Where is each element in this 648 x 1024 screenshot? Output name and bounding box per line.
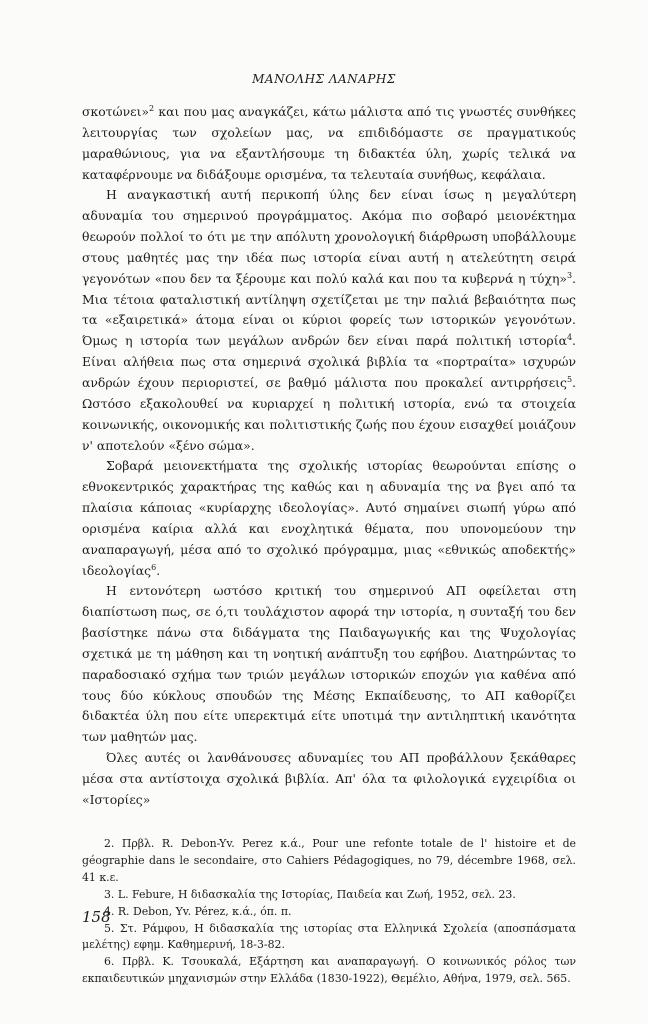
text-run: Σοβαρά μειονεκτήματα της σχολικής ιστορίας θεωρούνται επίσης ο εθνοκεντρικός χαρακτήρας της καθώς και η αδυναμία της να βγει από τα πλαίσια κάποιας «κυρίαρχης ιδεολογίας». Αυτό σημαίνει σιωπή γύρω από ορισμένα καίρια αλλά και ενοχλητικά θέματα, που υπονομεύουν την αναπαραγωγή, μέσα από το σχολικό πρόγραμμα, μιας «εθνικώς αποδεκτής» ιδεολογίας xyxy=(82,458,576,578)
footnotes xyxy=(82,836,576,988)
paragraph xyxy=(82,456,576,581)
text-run: Η εντονότερη ωστόσο κριτική του σημερινού ΑΠ οφείλεται στη διαπίστωση πως, σε ό,τι τουλάχιστον αφορά την ιστορία, η συνταξή του δεν βασίστηκε πάνω στα διδάγματα της Παιδαγωγικής και της Ψυχολογίας σχετικά με τη μάθηση και τη νοητική ανάπτυξη του εφήβου. Διατηρώντας το παραδοσιακό σχήμα των τριών μεγάλων ιστορικών εποχών για καθένα από τους δύο κύκλους σπουδών της Μέσης Εκπαίδευσης, το ΑΠ καθορίζει διδακτέα ύλη που είτε υπερεκτιμά είτε υποτιμά την αντιληπτική ικανότητα των μαθητών μας. xyxy=(82,583,576,745)
text-run: Η αναγκαστική αυτή περικοπή ύλης δεν είναι ίσως η μεγαλύτερη αδυναμία του σημερινού προγράμματος. Ακόμα πιο σοβαρό μειονέκτημα θεωρούν πολλοί το ότι με την απόλυτη χρονολογική διάρθρωση υποβάλλουμε στους μαθητές μας την ιδέα πως ιστορία είναι αυτή η ατελεύτητη σειρά γεγονότων «που δεν τα ξέρουμε και πολύ καλά και που τα κυβερνά η τύχη» xyxy=(82,187,576,286)
footnote: 3. L. Febure, Η διδασκαλία της Ιστορίας, Παιδεία και Ζωή, 1952, σελ. 23. xyxy=(104,887,516,901)
text-run: . xyxy=(156,562,161,578)
footnote: 6. Πρβλ. Κ. Τσουκαλά, Εξάρτηση και αναπαραγωγή. Ο κοινωνικός ρόλος των εκπαιδευτικών μηχανισμών στην Ελλάδα (1830-1922), Θεμέλιο, Αθήνα, 1979, σελ. 565. xyxy=(82,955,576,986)
footnote-marker: 4 xyxy=(566,333,573,343)
footnote-marker: 3 xyxy=(566,270,573,280)
text-run: . Είναι αλήθεια πως στα σημερινά σχολικά βιβλία τα «πορτραίτα» ισχυρών ανδρών έχουν περιοριστεί, σε βαθμό μάλιστα που προκαλεί αντιρρήσεις xyxy=(82,333,576,390)
footnote-marker: 2 xyxy=(149,103,155,113)
footnote-marker: 5 xyxy=(566,374,573,384)
body-text xyxy=(82,102,576,811)
running-head: ΜΑΝΟΛΗΣ ΛΑΝΑΡΗΣ xyxy=(252,72,396,86)
paragraph xyxy=(82,102,576,185)
text-run: και που μας αναγκάζει, κάτω μάλιστα από τις γνωστές συνθήκες λειτουργίας των σχολείων μας, να επιδιδόμαστε σε πραγματικούς μαραθώνιους, για να εξαντλήσουμε τη διδακτέα ύλη, χωρίς τελικά να καταφέρνουμε να διδάξουμε ορισμένα, τα τελευταία συνήθως, κεφάλαια. xyxy=(82,104,576,182)
footnote-marker: 6 xyxy=(151,562,157,572)
paragraph xyxy=(82,581,576,748)
paragraph xyxy=(82,185,576,456)
text-run: Όλες αυτές οι λανθάνουσες αδυναμίες του ΑΠ προβάλλουν ξεκάθαρες μέσα στα αντίστοιχα σχολικά βιβλία. Απ' όλα τα φιλολογικά εγχειρίδια οι «Ιστορίες» xyxy=(82,750,576,807)
page-number: 158 xyxy=(82,908,111,926)
footnote: 2. Πρβλ. R. Debon-Yv. Perez κ.ά., Pour une refonte totale de l' histoire et de géographie dans le secondaire, στο Cahiers Pédagogiques, no 79, décembre 1968, σελ. 41 κ.ε. xyxy=(82,837,576,884)
text-run: . Ωστόσο εξακολουθεί να κυριαρχεί η πολιτική ιστορία, ενώ τα στοιχεία κοινωνικής, οικονομικής και πολιτιστικής ζωής που έχουν εισαχθεί μοιάζουν ν' αποτελούν «ξένο σώμα». xyxy=(82,374,576,453)
footnote: 4. R. Debon, Yv. Pérez, κ.ά., όπ. π. xyxy=(104,904,292,918)
paragraph xyxy=(82,748,576,811)
text-run: . Μια τέτοια φαταλιστική αντίληψη σχετίζεται με την παλιά βεβαιότητα πως τα «εξαιρετικά» άτομα είναι οι κύριοι φορείς των ιστορικών γεγονότων. Όμως η ιστορία των μεγάλων ανδρών δεν είναι παρά πολιτική ιστορία xyxy=(82,270,576,349)
text-run: σκοτώνει» xyxy=(82,104,150,119)
footnote: 5. Στ. Ράμφου, Η διδασκαλία της ιστορίας στα Ελληνικά Σχολεία (αποσπάσματα μελέτης) εφημ. Καθημερινή, 18-3-82. xyxy=(82,921,576,952)
